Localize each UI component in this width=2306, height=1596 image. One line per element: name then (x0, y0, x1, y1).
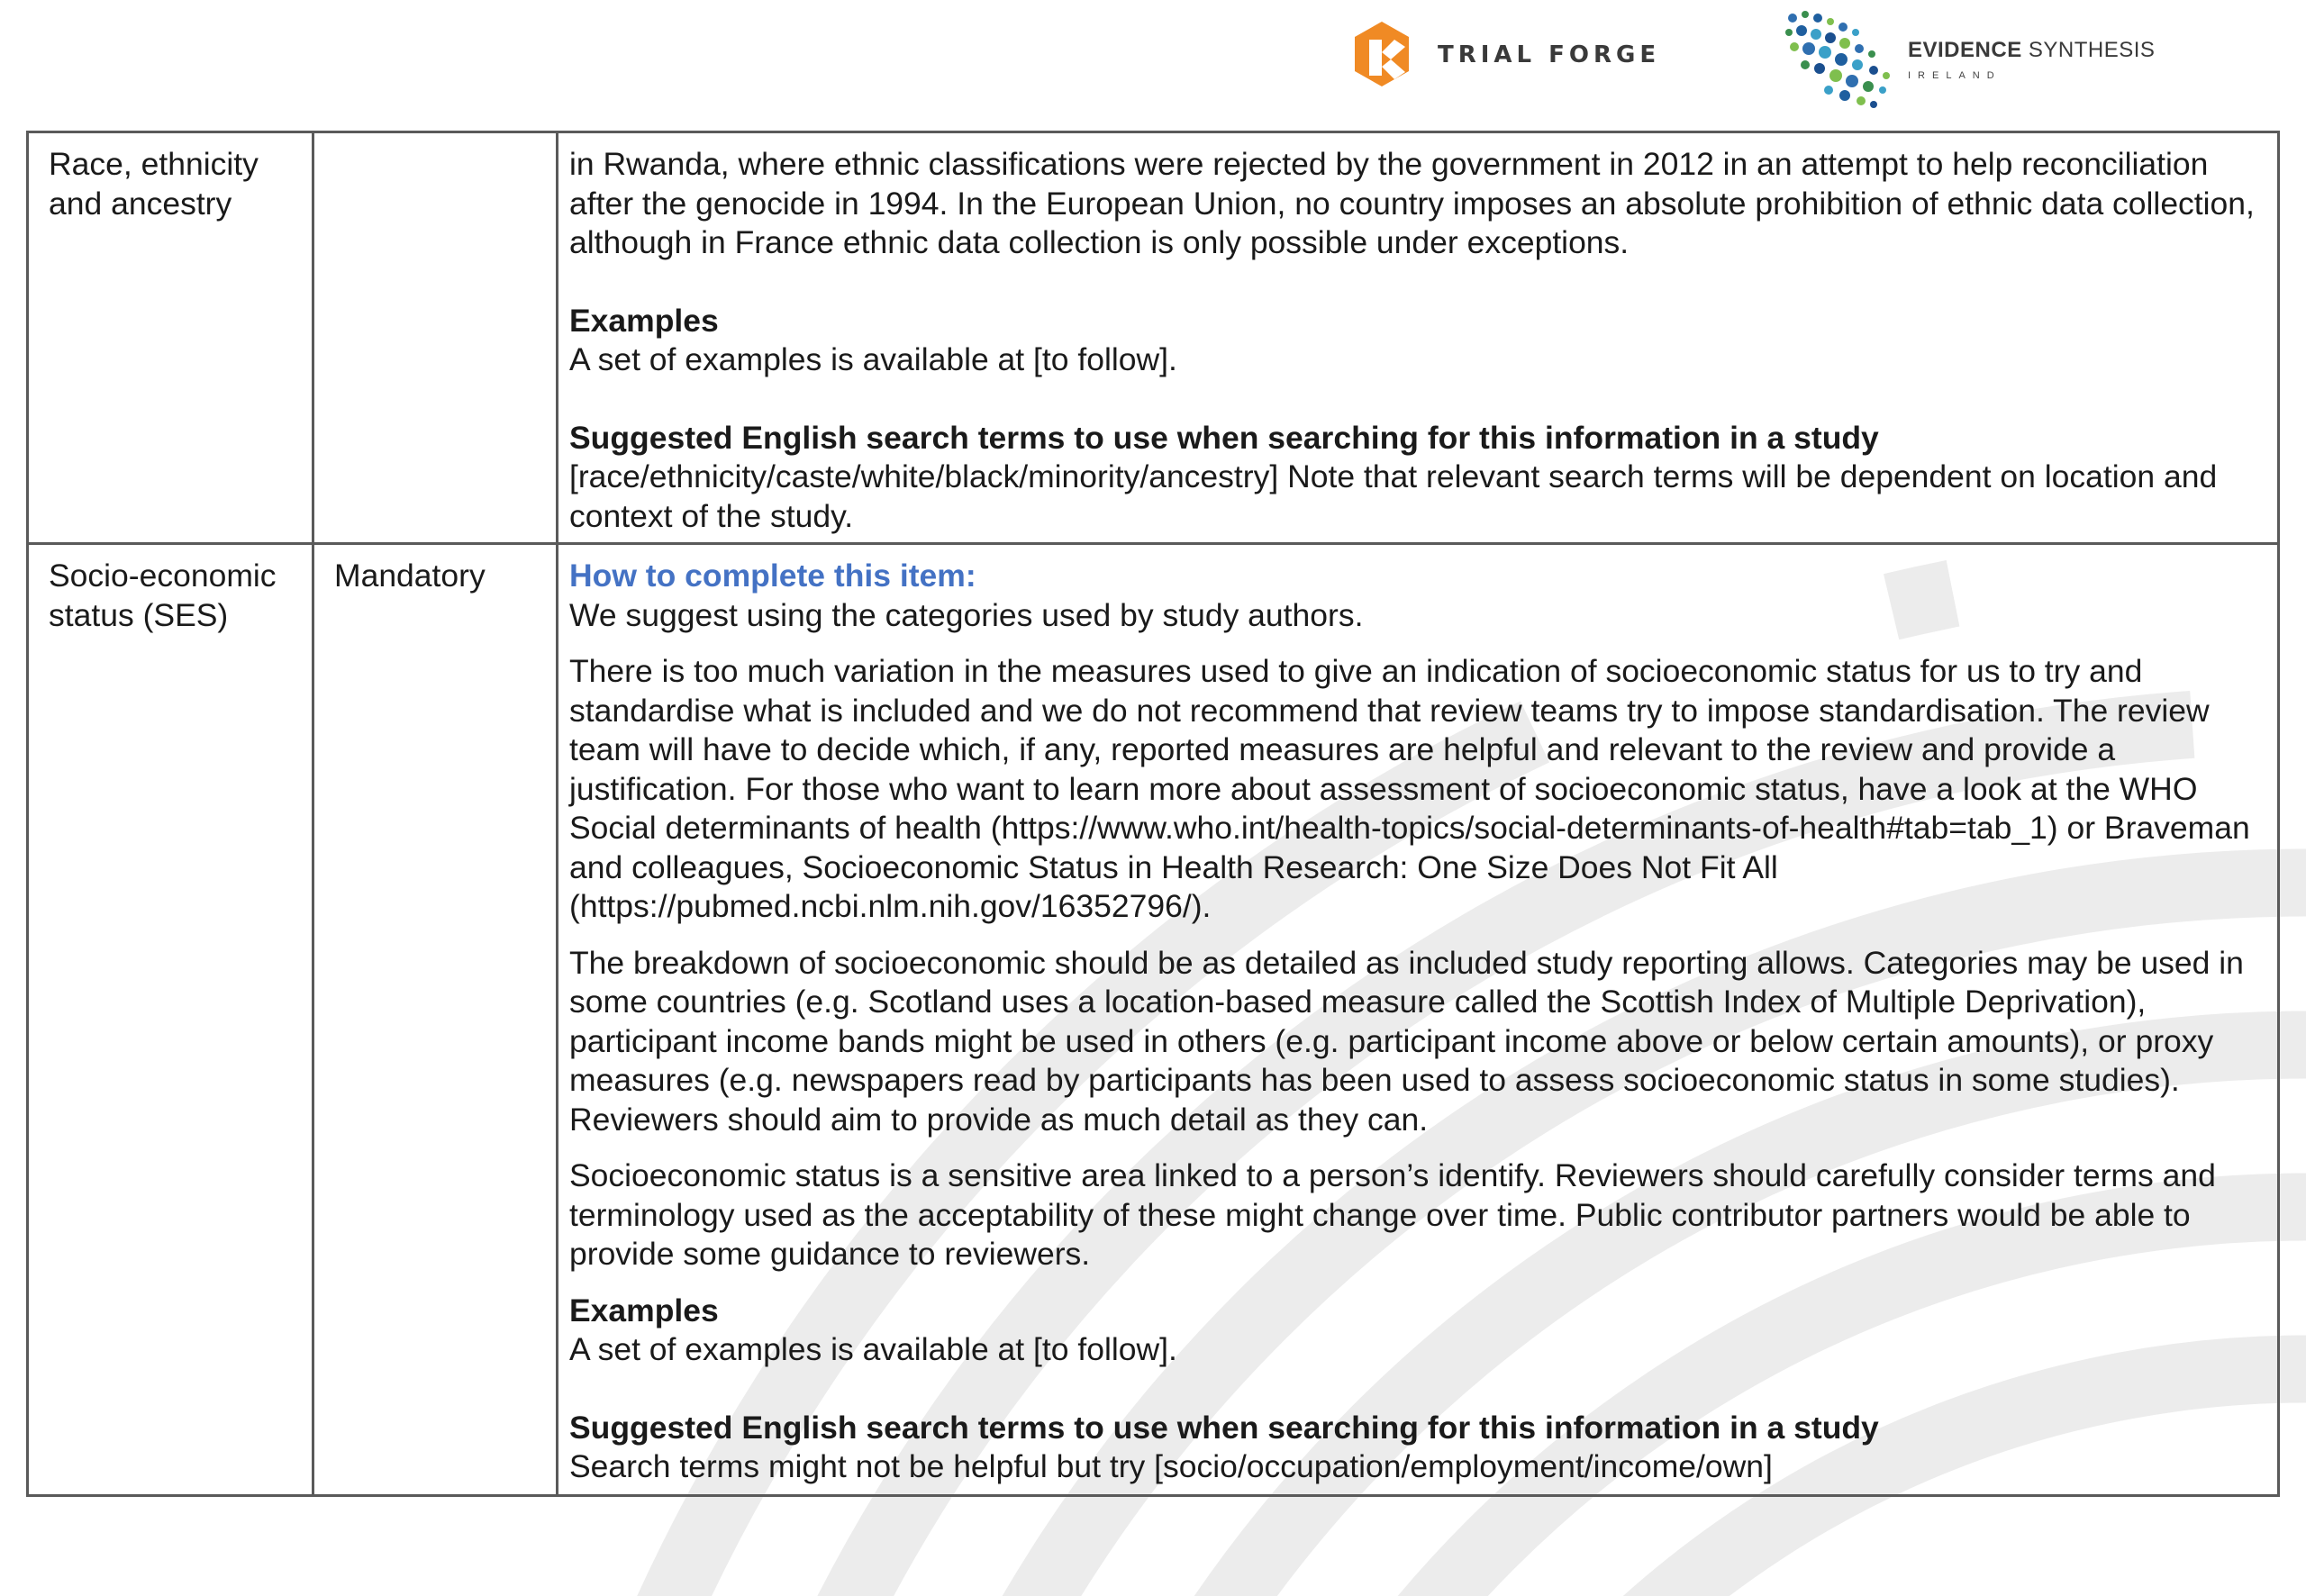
intro-text: in Rwanda, where ethnic classifications were rejected by the government in 2012 in an attempt to help reconciliation after the genocide in 1994. In the European Union, no country imposes an absolute prohibition of ethnic data collection, although in France ethnic data collection is only possible under exceptions. (569, 146, 2255, 260)
examples-heading: Examples (569, 1292, 719, 1328)
examples-text: A set of examples is available at [to follow]. (569, 1331, 1177, 1367)
item-name-cell: Race, ethnicity and ancestry (28, 132, 313, 544)
how-to-complete-text: We suggest using the categories used by study authors. (569, 596, 1364, 633)
examples-heading: Examples (569, 302, 719, 339)
search-terms-text: Search terms might not be helpful but try [socio/occupation/employment/income/own] (569, 1448, 1773, 1484)
dot-cluster-icon (1784, 9, 1893, 110)
guidance-cell (558, 132, 2279, 544)
guidance-paragraph: The breakdown of socioeconomic should be as detailed as included study reporting allows. Categories may be used in some countries (e.g. Scotland uses a location-based measure called the Scottish Index of Multiple Deprivation), participant income bands might be used in others (e.g. participant income above or below certain amounts), or proxy measures (e.g. newspapers read by participants has been used to assess socioeconomic status in some studies). Reviewers should aim to provide as much detail as they can. (569, 944, 2244, 1138)
how-to-complete-heading: How to complete this item: (569, 558, 976, 594)
guidance-cell (558, 544, 2279, 1496)
esi-subtitle: IRELAND (1908, 70, 2002, 81)
examples-text: A set of examples is available at [to follow]. (569, 341, 1177, 377)
trial-forge-logo (1351, 20, 1660, 90)
search-terms-text: [race/ethnicity/caste/white/black/minority/ancestry] Note that relevant search terms will be dependent on location and context of the study. (569, 458, 2218, 534)
table-row (28, 544, 2279, 1496)
search-terms-heading: Suggested English search terms to use when searching for this information in a study (569, 1409, 1879, 1446)
esi-wordmark: EVIDENCE SYNTHESIS (1908, 38, 2156, 62)
trial-forge-wordmark: TRIAL FORGE (1438, 41, 1661, 68)
status-cell (313, 132, 558, 544)
page-header (0, 0, 2306, 126)
item-name-cell: Socio-economic status (SES) (28, 544, 313, 1496)
guidance-paragraph: Socioeconomic status is a sensitive area linked to a person’s identify. Reviewers should carefully consider terms and terminology used as the acceptability of these might change over time. Public contributor partners would be able to provide some guidance to reviewers. (569, 1157, 2216, 1272)
guidance-table (26, 131, 2280, 1497)
trial-forge-mark-icon (1351, 20, 1412, 90)
status-cell: Mandatory (313, 544, 558, 1496)
guidance-paragraph: There is too much variation in the measures used to give an indication of socioeconomic status for us to try and standardise what is included and we do not recommend that review teams try to impose standardisation. The review team will have to decide which, if any, reported measures are helpful and relevant to the review and provide a justification. For those who want to learn more about assessment of socioeconomic status, have a look at the WHO Social determinants of health (https://www.who.int/health-topics/social-determinants-of-health#tab=tab_1) or Braveman and colleagues, Socioeconomic Status in Health Research: One Size Does Not Fit All (https://pubmed.ncbi.nlm.nih.gov/16352796/). (569, 653, 2250, 924)
search-terms-heading: Suggested English search terms to use when searching for this information in a study (569, 419, 1879, 456)
evidence-synthesis-ireland-logo (1784, 9, 2155, 110)
table-row (28, 132, 2279, 544)
